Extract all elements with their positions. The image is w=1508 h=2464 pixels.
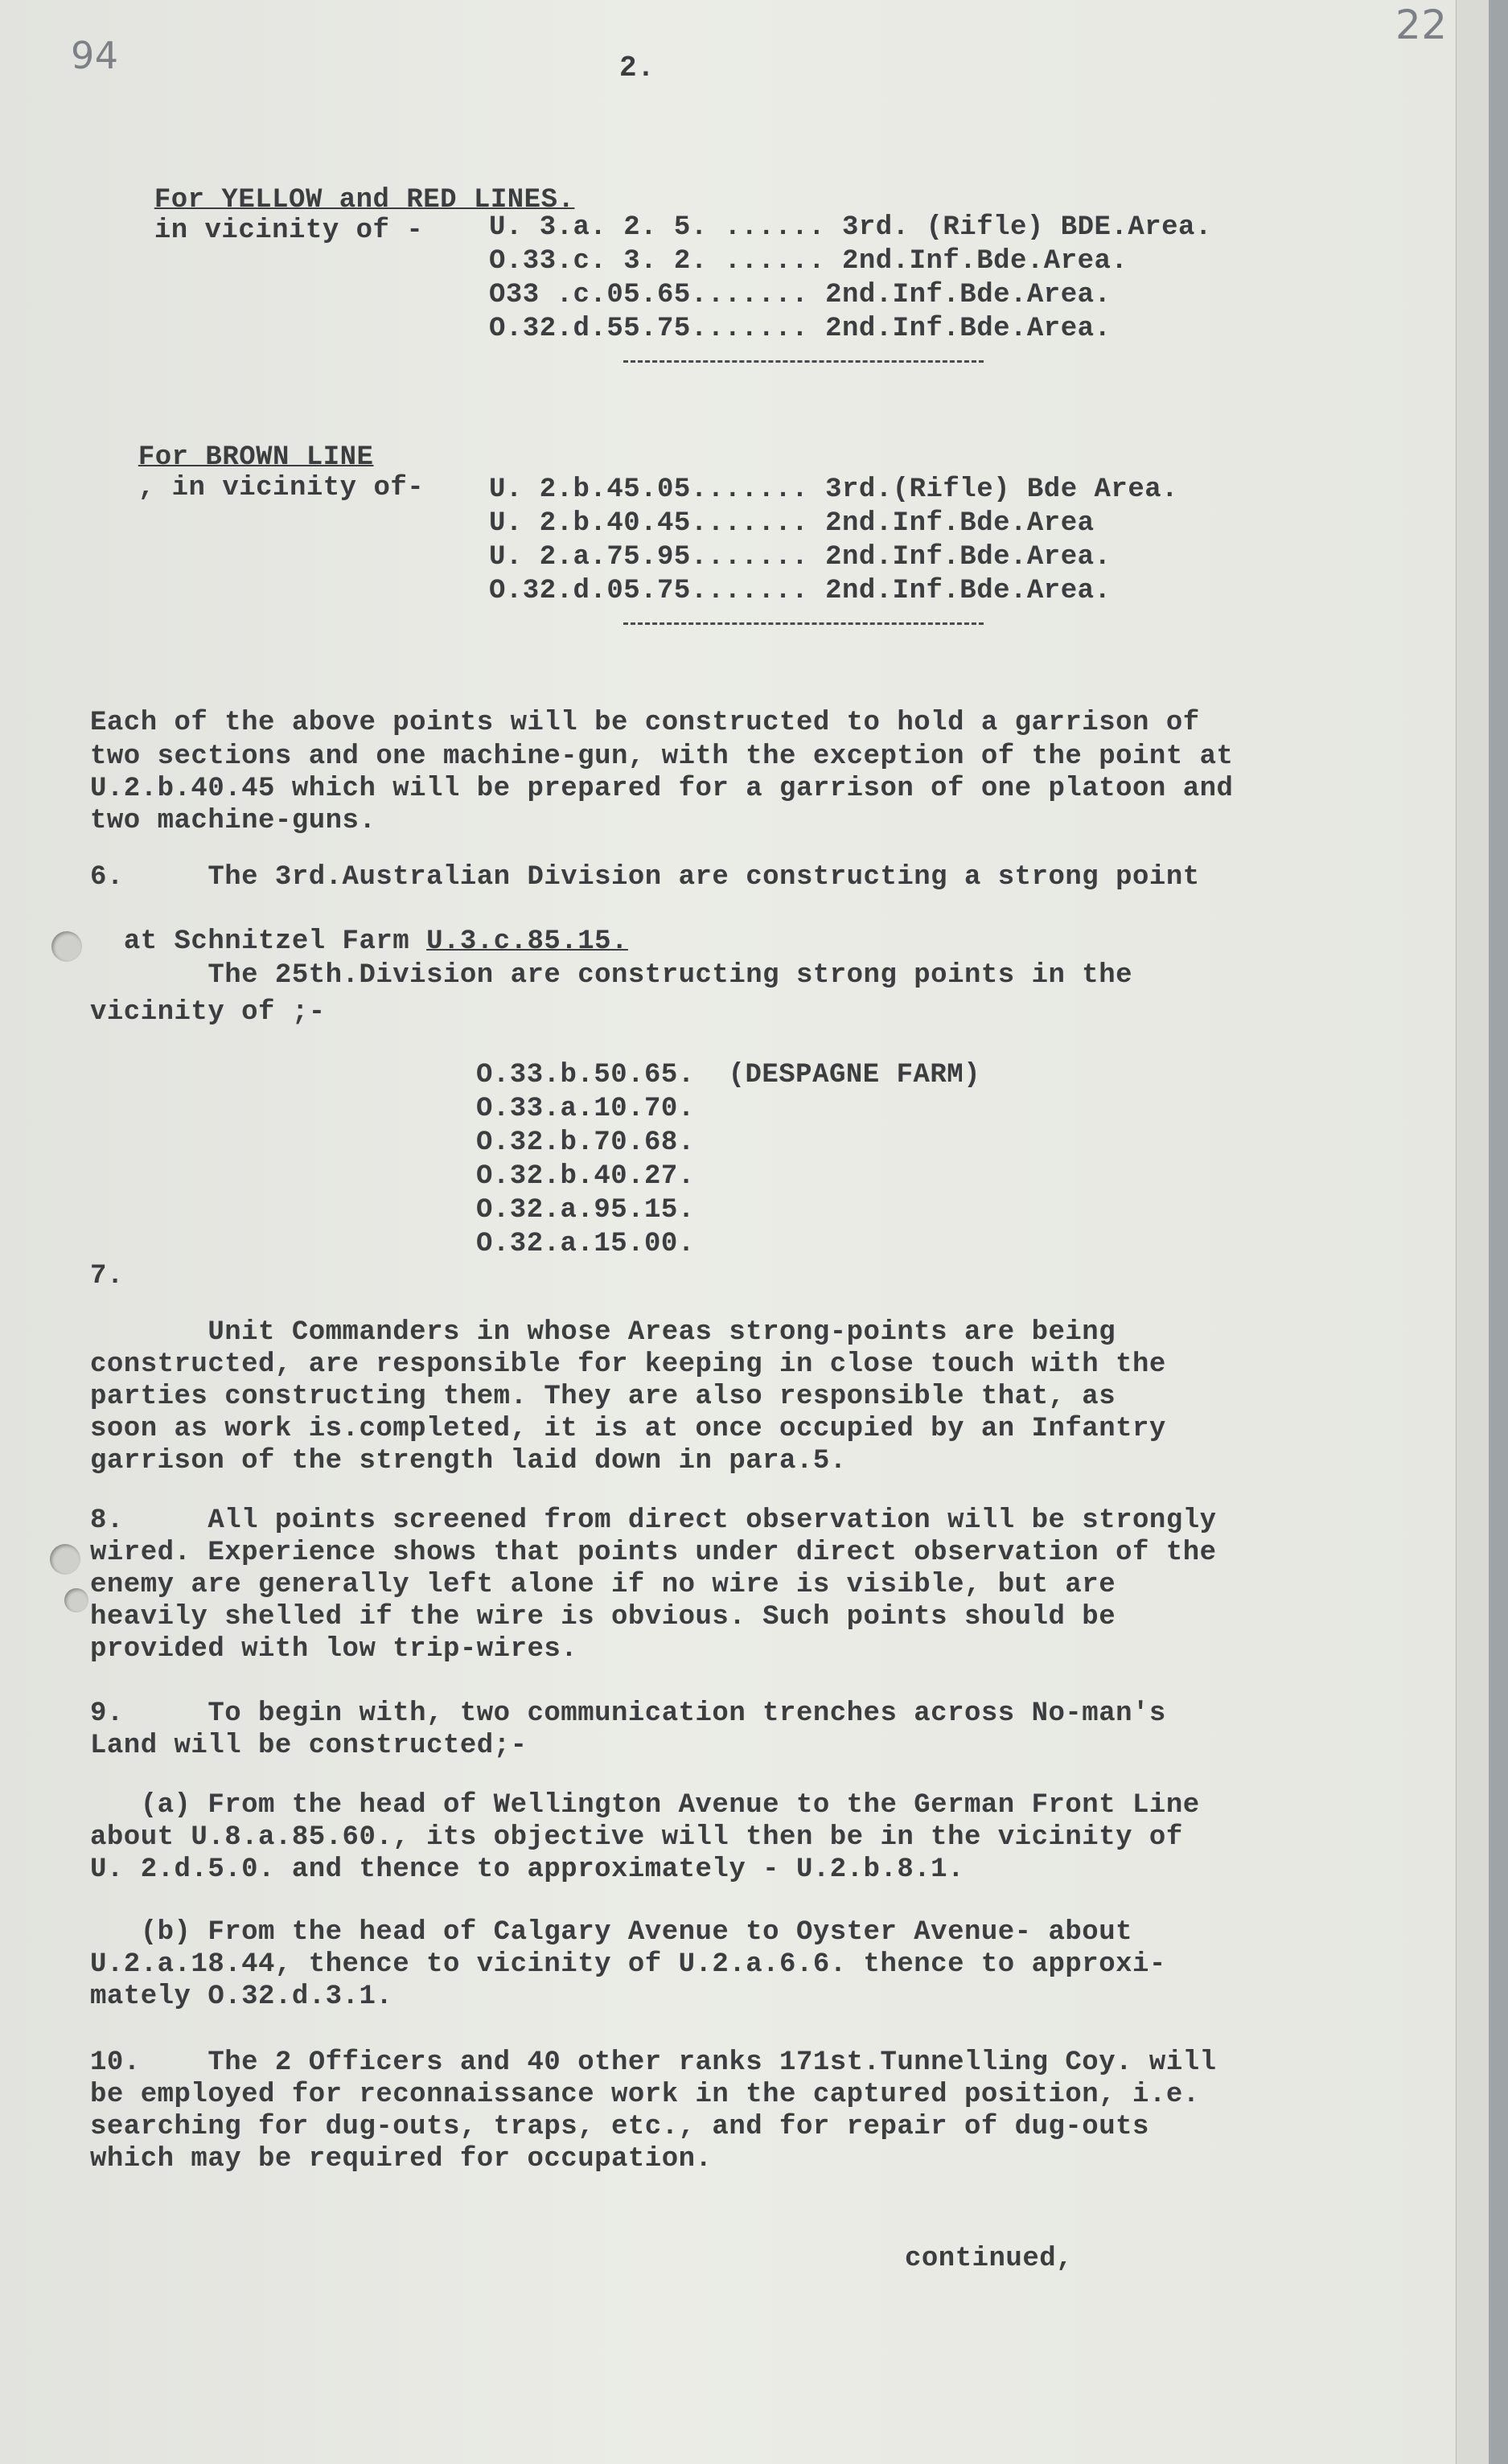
strong-point: O.32.a.15.00. [476,1229,695,1259]
para6-line: vicinity of ;- [90,997,326,1028]
brown-row: U. 2.a.75.95....... 2nd.Inf.Bde.Area. [489,542,1111,573]
para9b-line: mately O.32.d.3.1. [90,1981,393,2012]
strong-point: O.32.a.95.15. [476,1195,695,1226]
para9b-line: U.2.a.18.44, thence to vicinity of U.2.a.6.6. thence to approxi- [90,1949,1166,1980]
brown-heading: For BROWN LINE [138,442,374,473]
text-line: Each of the above points will be constructed to hold a garrison of [90,708,1200,738]
text-line: U.2.b.40.45 which will be prepared for a garrison of one platoon and [90,774,1234,804]
schnitzel-farm-text: at Schnitzel Farm [123,926,427,957]
strong-point: O.33.a.10.70. [476,1094,695,1124]
para9a-line: U. 2.d.5.0. and thence to approximately - U.2.b.8.1. [90,1854,964,1885]
para7-number: 7. [90,1261,124,1292]
underlying-page-edge [1456,0,1489,2464]
para6-line [90,896,628,957]
para10-line: searching for dug-outs, traps, etc., and for repair of dug-outs [90,2112,1149,2142]
para7-line: Unit Commanders in whose Areas strong-points are being [90,1317,1116,1348]
brown-row: U. 2.b.40.45....... 2nd.Inf.Bde.Area [489,508,1095,539]
yellow-red-row: U. 3.a. 2. 5. ...... 3rd. (Rifle) BDE.Area. [489,212,1212,243]
pencil-page-number: 94 [71,34,119,77]
brown-vicinity: , in vicinity of- [138,473,425,503]
brown-line [105,412,424,503]
para10-line: be employed for reconnaissance work in the captured position, i.e. [90,2080,1200,2110]
para8-line: provided with low trip-wires. [90,1634,578,1665]
para8-line: enemy are generally left alone if no wire is visible, but are [90,1570,1116,1600]
para9b-line: (b) From the head of Calgary Avenue to Oyster Avenue- about [90,1917,1133,1948]
yellow-red-row: O.32.d.55.75....... 2nd.Inf.Bde.Area. [489,314,1111,344]
strong-point: O.33.b.50.65. (DESPAGNE FARM) [476,1060,981,1090]
yellow-red-vicinity: in vicinity of - [154,216,424,246]
para7-line: parties constructing them. They are also responsible that, as [90,1382,1116,1412]
strong-point: O.32.b.40.27. [476,1161,695,1192]
para10-line: which may be required for occupation. [90,2144,713,2174]
para7-line: constructed, are responsible for keeping in close touch with the [90,1349,1166,1380]
yellow-red-row: O.33.c. 3. 2. ...... 2nd.Inf.Bde.Area. [489,246,1128,277]
text-line: two machine-guns. [90,806,376,836]
para9-line: 9. To begin with, two communication trenches across No-man's [90,1698,1166,1729]
punch-hole [64,1588,88,1612]
para9a-line: (a) From the head of Wellington Avenue to the German Front Line [90,1790,1200,1821]
para8-line: wired. Experience shows that points under direct observation of the [90,1538,1217,1568]
punch-hole [50,1544,80,1575]
page-number: 2. [619,51,655,84]
continued-note: continued, [905,2244,1074,2274]
para6-line: The 25th.Division are constructing strong points in the [90,960,1133,991]
brown-row: O.32.d.05.75....... 2nd.Inf.Bde.Area. [489,576,1111,606]
yellow-red-heading: For YELLOW and RED LINES. [154,185,575,216]
text-line: two sections and one machine-gun, with the exception of the point at [90,741,1234,772]
strong-point: O.32.b.70.68. [476,1127,695,1158]
para9-line: Land will be constructed;- [90,1731,528,1761]
separator-rule [623,622,984,625]
pencil-corner-number: 22 [1395,2,1448,48]
para7-line: garrison of the strength laid down in para.5. [90,1446,847,1476]
brown-row: U. 2.b.45.05....... 3rd.(Rifle) Bde Area. [489,474,1179,505]
schnitzel-farm-ref: U.3.c.85.15. [426,926,628,957]
para8-line: heavily shelled if the wire is obvious. Such points should be [90,1602,1116,1632]
punch-hole [51,931,82,962]
separator-rule [623,360,984,363]
para9a-line: about U.8.a.85.60., its objective will then be in the vicinity of [90,1822,1183,1853]
para10-line: 10. The 2 Officers and 40 other ranks 171st.Tunnelling Coy. will [90,2047,1217,2078]
yellow-red-row: O33 .c.05.65....... 2nd.Inf.Bde.Area. [489,280,1111,310]
para7-line: soon as work is.completed, it is at once occupied by an Infantry [90,1414,1166,1444]
para6-line: 6. The 3rd.Australian Division are constructing a strong point [90,862,1200,893]
para8-line: 8. All points screened from direct observation will be strongly [90,1505,1217,1536]
